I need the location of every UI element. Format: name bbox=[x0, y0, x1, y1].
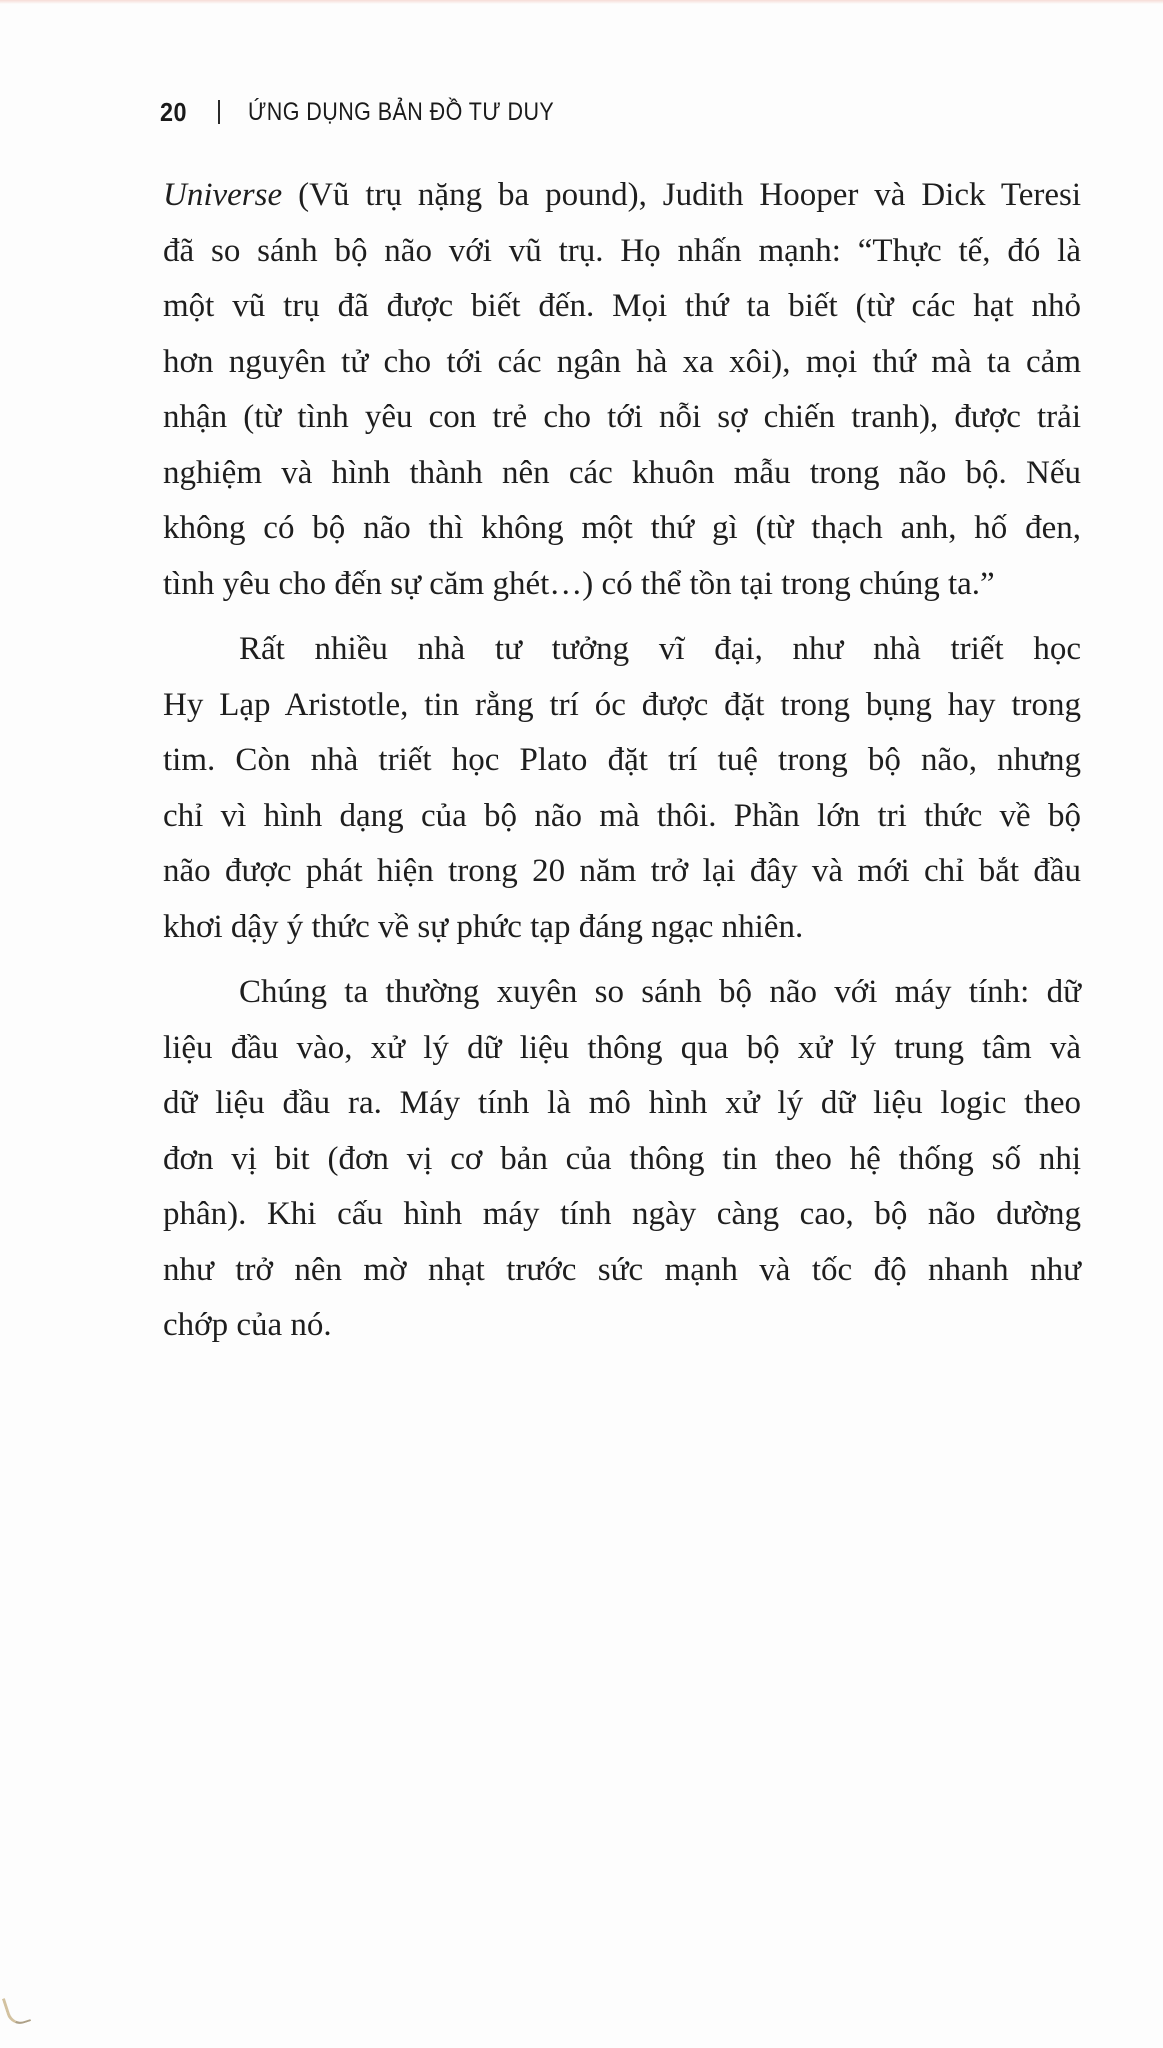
paragraph-1 bbox=[163, 168, 1081, 612]
running-header bbox=[160, 92, 604, 132]
text-line: đã so sánh bộ não với vũ trụ. Họ nhấn mạnh: “Thực tế, đó là bbox=[163, 232, 1081, 269]
page-top-edge bbox=[0, 0, 1163, 4]
body-text bbox=[163, 168, 1081, 1354]
text-line: não được phát hiện trong 20 năm trở lại đây và mới chỉ bắt đầu bbox=[163, 853, 1081, 889]
text-line: khơi dậy ý thức về sự phức tạp đáng ngạc nhiên. bbox=[163, 908, 804, 945]
book-title-italic: Universe bbox=[163, 177, 283, 213]
text-line: như trở nên mờ nhạt trước sức mạnh và tốc độ nhanh như bbox=[163, 1251, 1081, 1288]
text-line: liệu đầu vào, xử lý dữ liệu thông qua bộ xử lý trung tâm và bbox=[163, 1029, 1081, 1066]
text-line: chớp của nó. bbox=[163, 1307, 332, 1343]
text-line: nhận (từ tình yêu con trẻ cho tới nỗi sợ chiến tranh), được trải bbox=[163, 399, 1081, 435]
text-line: đơn vị bit (đơn vị cơ bản của thông tin theo hệ thống số nhị bbox=[163, 1140, 1081, 1177]
text-line: hơn nguyên tử cho tới các ngân hà xa xôi), mọi thứ mà ta cảm bbox=[163, 343, 1081, 380]
text-line: không có bộ não thì không một thứ gì (từ thạch anh, hố đen, bbox=[163, 510, 1081, 546]
text-line: phân). Khi cấu hình máy tính ngày càng cao, bộ não dường bbox=[163, 1196, 1081, 1232]
running-title: ỨNG DỤNG BẢN ĐỒ TƯ DUY bbox=[247, 97, 555, 126]
text-line: Hy Lạp Aristotle, tin rằng trí óc được đặt trong bụng hay trong bbox=[163, 686, 1081, 723]
paragraph-gap bbox=[163, 955, 1081, 965]
text-line: Universe (Vũ trụ nặng ba pound), Judith Hooper và Dick Teresi bbox=[163, 177, 1081, 213]
paragraph-gap bbox=[163, 612, 1081, 622]
page-corner-curl-mark bbox=[2, 1992, 31, 2027]
text-line: tim. Còn nhà triết học Plato đặt trí tuệ trong bộ não, nhưng bbox=[163, 742, 1081, 778]
text-line: chỉ vì hình dạng của bộ não mà thôi. Phần lớn tri thức về bộ bbox=[163, 797, 1081, 834]
paragraph-2 bbox=[163, 622, 1081, 955]
text-line: Chúng ta thường xuyên so sánh bộ não với máy tính: dữ bbox=[239, 974, 1081, 1010]
header-separator bbox=[218, 100, 220, 124]
text-line: dữ liệu đầu ra. Máy tính là mô hình xử lý dữ liệu logic theo bbox=[163, 1085, 1081, 1121]
text-line: nghiệm và hình thành nên các khuôn mẫu trong não bộ. Nếu bbox=[163, 454, 1081, 491]
text-line: tình yêu cho đến sự căm ghét…) có thể tồn tại trong chúng ta.” bbox=[163, 565, 995, 602]
paragraph-3 bbox=[163, 965, 1081, 1354]
text-line: một vũ trụ đã được biết đến. Mọi thứ ta biết (từ các hạt nhỏ bbox=[163, 288, 1081, 324]
text-line: Rất nhiều nhà tư tưởng vĩ đại, như nhà triết học bbox=[239, 631, 1081, 667]
page-number: 20 bbox=[160, 96, 187, 127]
